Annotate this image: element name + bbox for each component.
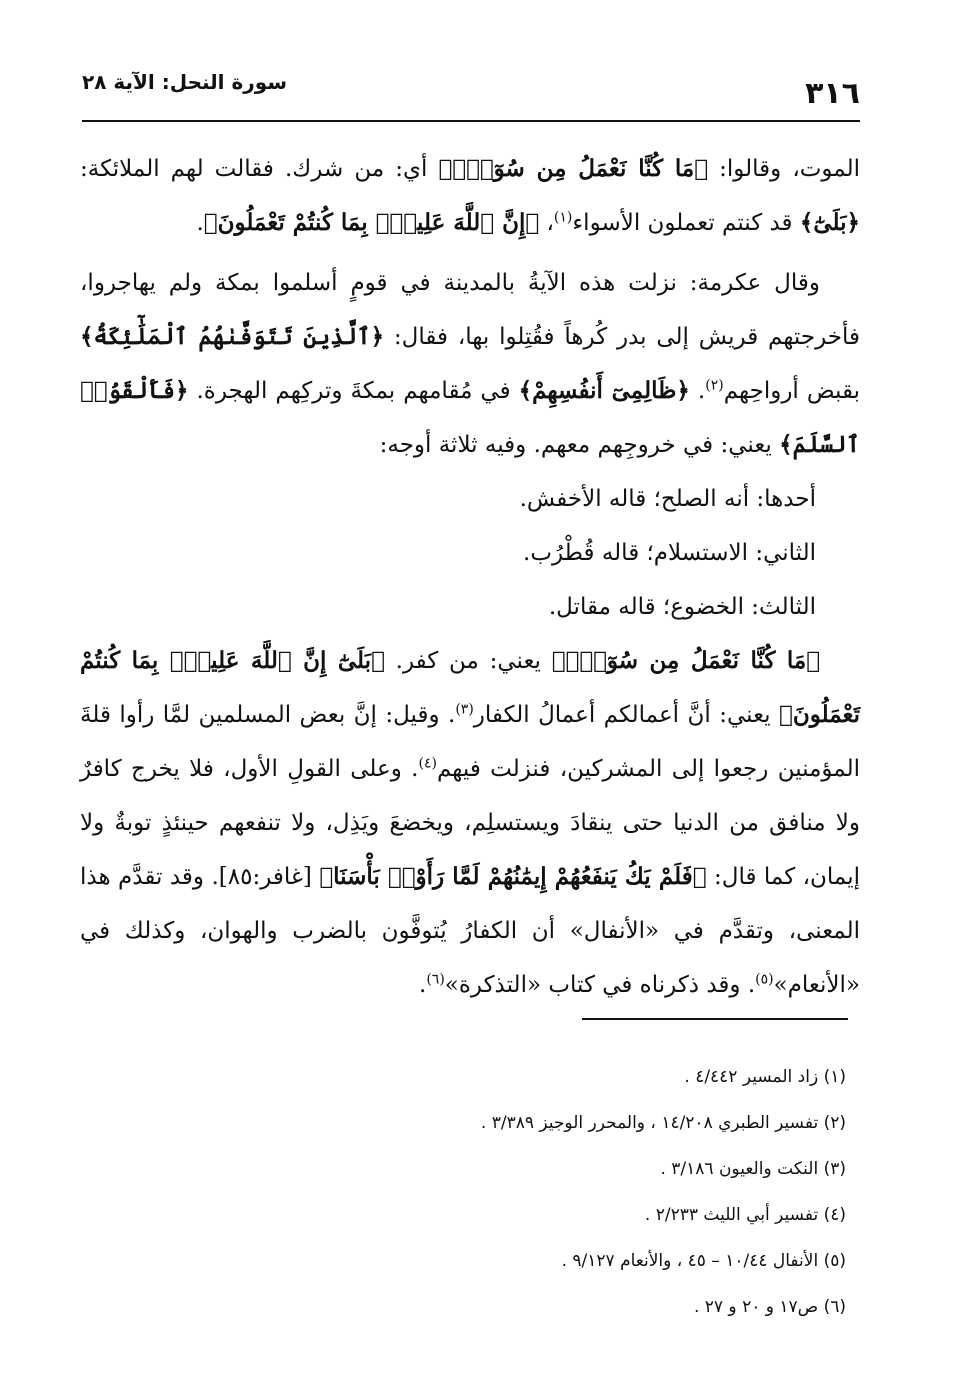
footnote: (١) زاد المسير ٤/٤٤٢ . <box>684 1067 846 1087</box>
footnote: (٢) تفسير الطبري ١٤/٢٠٨ ، والمحرر الوجيز ٣/٣٨٩ . <box>480 1113 846 1133</box>
text-run: . وقد ذكرناه في كتاب «التذكرة» <box>444 972 756 998</box>
text-run: وقال عكرمة: نزلت هذه الآيةُ بالمدينة في قومٍ أسلموا بمكة ولم يهاجروا، فأخرجتهم قريش إلى بدر كُرهاً فقُتِلوا بها، فقال: <box>80 270 860 350</box>
quran-quote: ﴿فَلَمْ يَكُ يَنفَعُهُمْ إِيمَٰنُهُمْ لَمَّا رَأَوْا۟ بَأْسَنَا﴾ <box>319 863 707 890</box>
footnote-separator <box>582 1018 848 1020</box>
text-run: الموت، وقالوا: <box>708 156 860 182</box>
text-run: . وعلى القولِ الأول، فلا يخرج كافرٌ ولا منافق من الدنيا حتى ينقادَ ويستسلِم، ويخضعَ ويَذِل، ولا تنفعهم حينئذٍ توبةٌ ولا إيمان، كما قال: <box>80 756 860 890</box>
text-run: قد كنتم تعملون الأسواء <box>572 210 800 236</box>
paragraph <box>80 580 860 634</box>
quran-quote: ﴿ظَالِمِىٓ أَنفُسِهِمْ﴾ <box>518 377 690 404</box>
text-run: . <box>196 210 204 236</box>
paragraph <box>80 256 860 472</box>
text-run: يعني: في خروجِهم معهم. وفيه ثلاثة أوجه: <box>379 432 780 458</box>
quran-quote: ﴿بَلَىٰٓ﴾ <box>799 209 860 236</box>
page-header <box>82 62 860 122</box>
text-run: ، <box>539 210 554 236</box>
main-text <box>80 142 860 1012</box>
page-number: ٣١٦ <box>805 76 860 111</box>
text-run: الثاني: الاستسلام؛ قاله قُطْرُب. <box>523 540 816 566</box>
footnote: (٤) تفسير أبي الليث ٢/٢٣٣ . <box>644 1205 846 1225</box>
footnote-ref: (٦) <box>426 971 445 988</box>
quran-quote: ﴿إِنَّ ٱللَّهَ عَلِيمٌۢ بِمَا كُنتُمْ تَعْمَلُونَ﴾ <box>203 209 540 236</box>
text-run: أي: من شرك. فقالت لهم الملائكة: <box>80 156 439 182</box>
text-run: بقبض أرواحِهم <box>723 378 860 404</box>
paragraph <box>80 472 860 526</box>
footnote-ref: (٢) <box>705 377 724 394</box>
paragraph <box>80 634 860 1012</box>
text-run: الثالث: الخضوع؛ قاله مقاتل. <box>548 594 816 620</box>
quran-quote: ﴿فَأَلْقَوُا۟ ٱلسَّلَمَ﴾ <box>80 377 860 458</box>
footnote: (٥) الأنفال ١٠/٤٤ – ٤٥ ، والأنعام ٩/١٢٧ . <box>561 1251 846 1271</box>
text-run: في مُقامهم بمكةَ وتركِهم الهجرة. <box>188 378 519 404</box>
quran-quote: ﴿بَلَىٰٓ إِنَّ ٱللَّهَ عَلِيمٌۢ بِمَا كُنتُمْ تَعْمَلُونَ﴾ <box>80 647 860 728</box>
footnote: (٣) النكت والعيون ٣/١٨٦ . <box>660 1159 846 1179</box>
footnote-ref: (٤) <box>418 755 437 772</box>
text-run: يعني: من كفر. <box>384 648 552 674</box>
paragraph <box>80 142 860 250</box>
paragraph <box>80 526 860 580</box>
text-run: أحدها: أنه الصلح؛ قاله الأخفش. <box>519 486 816 512</box>
text-run: . وقيل: إنَّ بعض المسلمين لمَّا رأوا قلةَ المؤمنين رجعوا إلى المشركين، فنزلت فيهم <box>80 702 861 782</box>
footnotes <box>120 1054 846 1330</box>
quran-quote: ﴿مَا كُنَّا نَعْمَلُ مِن سُوٓءٍۭ﴾ <box>438 155 709 182</box>
quran-quote: ﴿مَا كُنَّا نَعْمَلُ مِن سُوٓءٍۭ﴾ <box>551 647 821 674</box>
footnote-ref: (٣) <box>455 701 474 718</box>
footnote-ref: (١) <box>553 209 573 226</box>
footnote-ref: (٥) <box>755 971 774 988</box>
quran-quote: ﴿ٱلَّذِينَ تَتَوَفَّىٰهُمُ ٱلْمَلَٰٓئِكَةُ﴾ <box>80 323 385 350</box>
running-title: سورة النحل: الآية ٢٨ <box>82 70 288 94</box>
text-run: . <box>419 972 427 998</box>
text-run: يعني: أنَّ أعمالكم أعمالُ الكفار <box>473 702 780 728</box>
text-run: . <box>689 378 706 404</box>
footnote: (٦) ص١٧ و ٢٠ و ٢٧ . <box>693 1297 846 1317</box>
text-run: [غافر:٨٥]. وقد تقدَّم هذا المعنى، وتقدَّم في «الأنفال» أن الكفارُ يُتوفَّون بالضرب والهوان، وكذلك في «الأنعام» <box>80 864 860 998</box>
